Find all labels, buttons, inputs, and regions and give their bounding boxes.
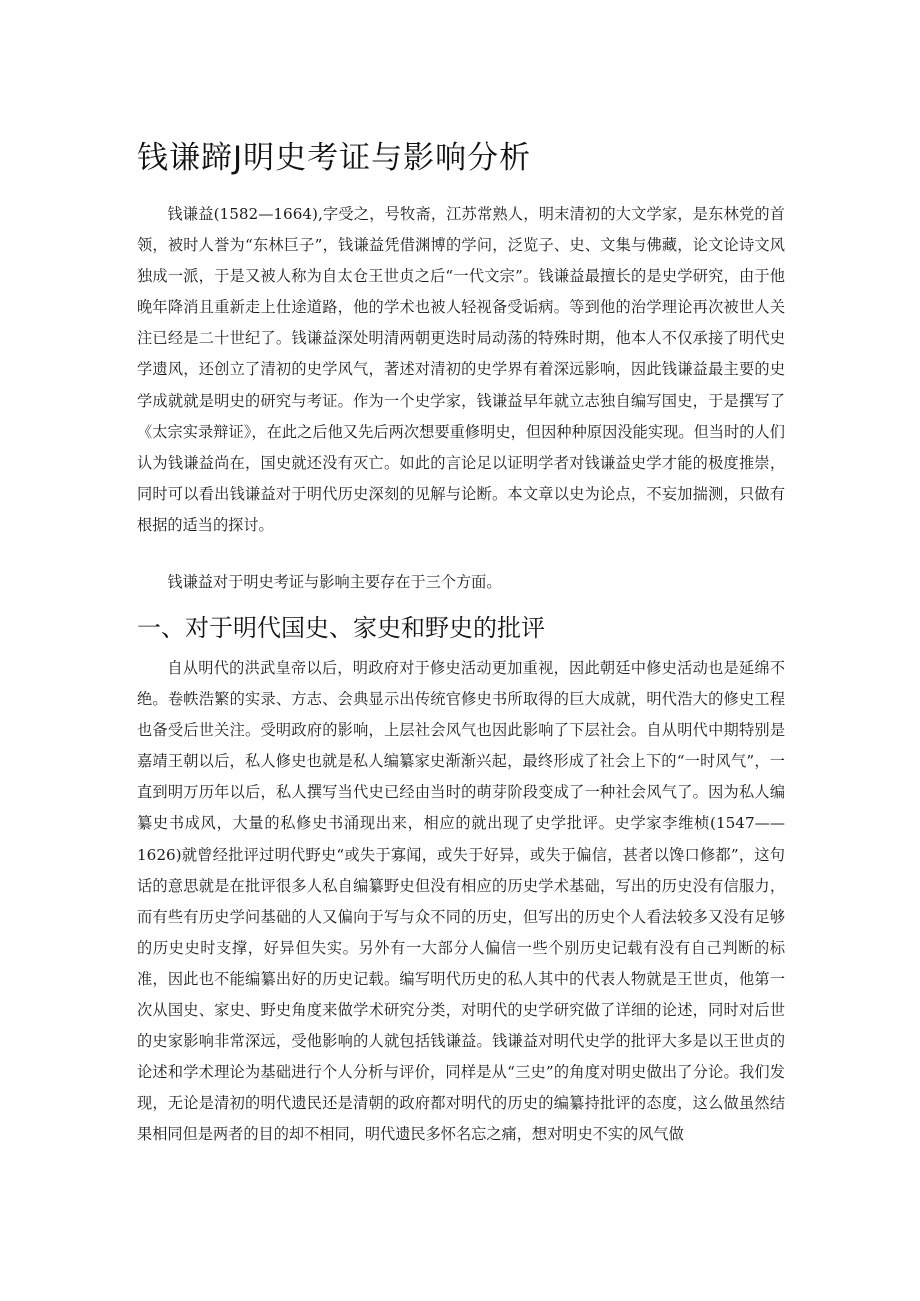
body-paragraph: 钱谦益对于明史考证与影响主要存在于三个方面。 [167,573,502,591]
body-paragraph: 自从明代的洪武皇帝以后，明政府对于修史活动更加重视，因此朝廷中修史活动也是延绵不绝。卷帙浩繁的实录、方志、会典显示出传统官修史书所取得的巨大成就，明代浩大的修史工程也备受后世关注。受明政府的影响，上层社会风气也因此影响了下层社会。自从明代中期特别是嘉靖王朝以后，私人修史也就是私人编纂家史渐渐兴起，最终形成了社会上下的“一时风气”，一直到明万历年以后，私人撰写当代史已经由当时的萌芽阶段变成了一种社会风气了。因为私人编纂史书成风，大量的私修史书涌现出来，相应的就出现了史学批评。史学家李维桢(1547——1626)就曾经批评过明代野史“或失于寡闻，或失于好异，或失于偏信，甚者以馋口修都”，这句话的意思就是在批评很多人私自编纂野史但没有相应的历史学术基础，写出的历史没有信服力，而有些有历史学问基础的人又偏向于写与众不同的历史，但写出的历史个人看法较多又没有足够的历史史时支撑，好异但失实。另外有一大部分人偏信一些个别历史记载有没有自己判断的标准，因此也不能编纂出好的历史记载。编写明代历史的私人其中的代表人物就是王世贞，他第一次从国史、家史、野史角度来做学术研究分类，对明代的史学研究做了详细的论述，同时对后世的史家影响非常深远，受他影响的人就包括钱谦益。钱谦益对明代史学的批评大多是以王世贞的论述和学术理论为基础进行个人分析与评价，同样是从“三史”的角度对明史做出了分论。我们发现，无论是清初的明代遗民还是清朝的政府都对明代的历史的编纂持批评的态度，这么做虽然结果相同但是两者的目的却不相同，明代遗民多怀名忘之痛，想对明史不实的风气做 [137,659,785,1144]
document-title: 钱谦蹄J明史考证与影响分析 [137,140,532,176]
section-heading: 一、对于明代国史、家史和野史的批评 [137,614,545,642]
body-paragraph: 钱谦益(1582—1664),字受之，号牧斋，江苏常熟人，明末清初的大文学家，是东林党的首领，被时人誉为“东林巨子”，钱谦益凭借渊博的学问，泛览子、史、文集与佛藏，论文论诗文风独成一派，于是又被人称为自太仓王世贞之后“一代文宗”。钱谦益最擅长的是史学研究，由于他晚年降消且重新走上仕途道路，他的学术也被人轻视备受诟病。等到他的治学理论再次被世人关注已经是二十世纪了。钱谦益深处明清两朝更迭时局动荡的特殊时期，他本人不仅承接了明代史学遗风，还创立了清初的史学风气，著述对清初的史学界有着深远影响，因此钱谦益最主要的史学成就就是明史的研究与考证。作为一个史学家，钱谦益早年就立志独自编写国史，于是撰写了《太宗实录辩证》，在此之后他又先后两次想要重修明史，但因种种原因没能实现。但当时的人们认为钱谦益尚在，国史就还没有灭亡。如此的言论足以证明学者对钱谦益史学才能的极度推崇，同时可以看出钱谦益对于明代历史深刻的见解与论断。本文章以史为论点，不妄加揣测，只做有根据的适当的探讨。 [137,205,785,534]
